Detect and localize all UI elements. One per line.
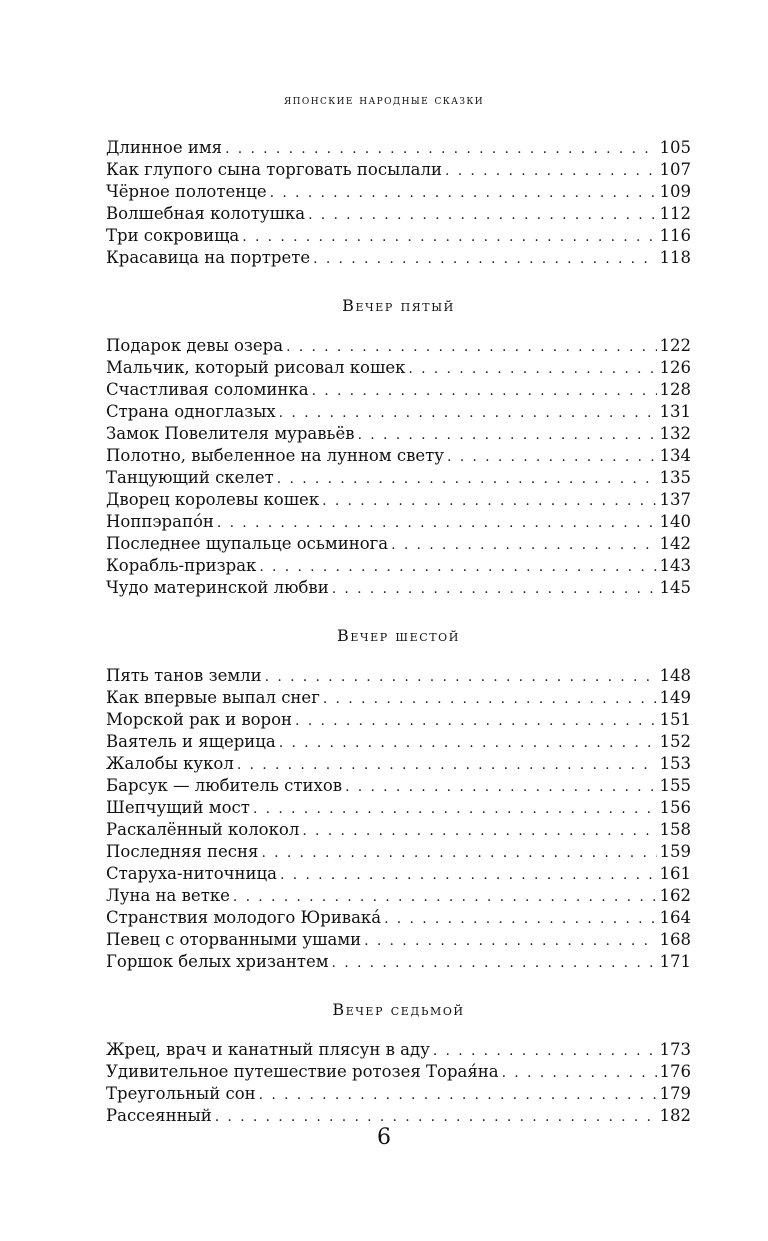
entry-title: Певец с оторванными ушами <box>106 930 362 949</box>
entry-title: Счастливая соломинка <box>106 380 309 399</box>
entry-page-number: 143 <box>659 556 691 575</box>
entry-page-number: 137 <box>659 490 691 509</box>
entry-title: Старуха-ниточница <box>106 864 277 883</box>
entry-page-number: 161 <box>659 864 691 883</box>
dot-leader <box>295 710 656 732</box>
dot-leader <box>312 380 657 402</box>
entry-title: Последняя песня <box>106 842 259 861</box>
toc-section <box>106 295 691 599</box>
entry-title: Замок Повелителя муравьёв <box>106 424 355 443</box>
toc-entry <box>106 445 691 467</box>
toc-entry <box>106 709 691 731</box>
entry-title: Удивительное путешествие ротозея Торая́на <box>106 1062 499 1081</box>
toc-section <box>106 137 691 269</box>
entry-title: Рассеянный <box>106 1106 212 1125</box>
entry-page-number: 135 <box>659 468 691 487</box>
entry-page-number: 176 <box>659 1062 691 1081</box>
entry-page-number: 128 <box>659 380 691 399</box>
entry-title: Раскалённый колокол <box>106 820 300 839</box>
entry-title: Жрец, врач и канатный плясун в аду <box>106 1040 430 1059</box>
entry-title: Полотно, выбеленное на лунном свету <box>106 446 445 465</box>
entry-title: Пять танов земли <box>106 666 262 685</box>
toc-entry <box>106 203 691 225</box>
dot-leader <box>259 1084 657 1106</box>
dot-leader <box>433 1040 657 1062</box>
toc-entry <box>106 797 691 819</box>
entry-page-number: 171 <box>659 952 691 971</box>
toc-entry <box>106 753 691 775</box>
toc-section <box>106 999 691 1127</box>
section-title: Вечер пятый <box>342 296 455 315</box>
section-title: Вечер седьмой <box>332 1000 465 1019</box>
entry-title: Три сокровища <box>106 226 240 245</box>
entry-page-number: 164 <box>659 908 691 927</box>
entry-page-number: 168 <box>659 930 691 949</box>
entry-page-number: 142 <box>659 534 691 553</box>
dot-leader <box>332 952 657 974</box>
toc-entry <box>106 1083 691 1105</box>
dot-leader <box>364 930 656 952</box>
dot-leader <box>445 160 657 182</box>
dot-leader <box>313 248 656 270</box>
toc-entry <box>106 533 691 555</box>
dot-leader <box>259 556 656 578</box>
entry-title: Дворец королевы кошек <box>106 490 320 509</box>
dot-leader <box>279 732 657 754</box>
toc-entry <box>106 1105 691 1127</box>
entry-page-number: 173 <box>659 1040 691 1059</box>
toc-entry <box>106 467 691 489</box>
entry-title: Подарок девы озера <box>106 336 284 355</box>
dot-leader <box>225 138 656 160</box>
toc-entry <box>106 1061 691 1083</box>
toc-entry <box>106 885 691 907</box>
entry-page-number: 118 <box>659 248 691 267</box>
toc-entry <box>106 841 691 863</box>
page-number: 6 <box>377 1125 391 1150</box>
table-of-contents <box>106 137 691 1127</box>
toc-entry <box>106 577 691 599</box>
entry-title: Чудо материнской любви <box>106 578 329 597</box>
toc-entry <box>106 137 691 159</box>
dot-leader <box>323 688 657 710</box>
dot-leader <box>308 204 656 226</box>
dot-leader <box>237 754 657 776</box>
entry-title: Луна на ветке <box>106 886 230 905</box>
entry-page-number: 153 <box>659 754 691 773</box>
toc-entry <box>106 247 691 269</box>
toc-entry <box>106 401 691 423</box>
toc-entry <box>106 687 691 709</box>
entry-title: Морской рак и ворон <box>106 710 293 729</box>
dot-leader <box>242 226 656 248</box>
toc-entry <box>106 511 691 533</box>
toc-entry <box>106 335 691 357</box>
dot-leader <box>322 490 656 512</box>
entry-page-number: 109 <box>659 182 691 201</box>
dot-leader <box>265 666 657 688</box>
toc-entry <box>106 159 691 181</box>
toc-entry <box>106 951 691 973</box>
toc-entry <box>106 423 691 445</box>
entry-page-number: 105 <box>659 138 691 157</box>
entry-page-number: 149 <box>659 688 691 707</box>
toc-entry <box>106 907 691 929</box>
section-title: Вечер шестой <box>337 626 460 645</box>
entry-title: Как впервые выпал снег <box>106 688 320 707</box>
entry-page-number: 151 <box>659 710 691 729</box>
dot-leader <box>277 468 657 490</box>
entry-title: Шепчущий мост <box>106 798 250 817</box>
dot-leader <box>502 1062 657 1084</box>
dot-leader <box>233 886 657 908</box>
entry-page-number: 107 <box>659 160 691 179</box>
entry-title: Страна одноглазых <box>106 402 276 421</box>
entry-title: Чёрное полотенце <box>106 182 267 201</box>
toc-entry <box>106 357 691 379</box>
toc-entry <box>106 819 691 841</box>
entry-page-number: 122 <box>659 336 691 355</box>
toc-entry <box>106 489 691 511</box>
entry-page-number: 116 <box>659 226 691 245</box>
entry-page-number: 126 <box>659 358 691 377</box>
toc-entry <box>106 929 691 951</box>
entry-title: Последнее щупальце осьминога <box>106 534 389 553</box>
entry-title: Танцующий скелет <box>106 468 274 487</box>
entry-title: Жалобы кукол <box>106 754 234 773</box>
toc-entry <box>106 775 691 797</box>
dot-leader <box>358 424 657 446</box>
toc-entry <box>106 379 691 401</box>
dot-leader <box>217 512 657 534</box>
entry-title: Ноппэрапóн <box>106 512 214 531</box>
toc-entry <box>106 181 691 203</box>
entry-page-number: 131 <box>659 402 691 421</box>
entry-title: Горшок белых хризантем <box>106 952 329 971</box>
entry-title: Длинное имя <box>106 138 223 157</box>
entry-page-number: 134 <box>659 446 691 465</box>
toc-entry <box>106 665 691 687</box>
dot-leader <box>384 908 656 930</box>
entry-page-number: 155 <box>659 776 691 795</box>
dot-leader <box>447 446 656 468</box>
toc-entry <box>106 555 691 577</box>
dot-leader <box>302 820 656 842</box>
toc-entry <box>106 225 691 247</box>
entry-page-number: 145 <box>659 578 691 597</box>
entry-title: Ваятель и ящерица <box>106 732 276 751</box>
entry-title: Треугольный сон <box>106 1084 256 1103</box>
dot-leader <box>270 182 657 204</box>
dot-leader <box>261 842 656 864</box>
entry-title: Красавица на портрете <box>106 248 311 267</box>
running-head: японские народные сказки <box>284 92 484 107</box>
entry-page-number: 152 <box>659 732 691 751</box>
dot-leader <box>345 776 656 798</box>
toc-entry <box>106 731 691 753</box>
entry-page-number: 162 <box>659 886 691 905</box>
entry-page-number: 156 <box>659 798 691 817</box>
entry-page-number: 112 <box>659 204 691 223</box>
entry-page-number: 158 <box>659 820 691 839</box>
entry-page-number: 159 <box>659 842 691 861</box>
dot-leader <box>391 534 656 556</box>
entry-title: Барсук — любитель стихов <box>106 776 343 795</box>
entry-page-number: 179 <box>659 1084 691 1103</box>
entry-page-number: 182 <box>659 1106 691 1125</box>
dot-leader <box>408 358 656 380</box>
entry-title: Мальчик, который рисовал кошек <box>106 358 406 377</box>
entry-title: Как глупого сына торговать посылали <box>106 160 442 179</box>
entry-title: Волшебная колотушка <box>106 204 306 223</box>
entry-page-number: 140 <box>659 512 691 531</box>
entry-page-number: 132 <box>659 424 691 443</box>
toc-section <box>106 625 691 973</box>
dot-leader <box>280 864 657 886</box>
entry-title: Странствия молодого Юривакá <box>106 908 382 927</box>
toc-entry <box>106 863 691 885</box>
dot-leader <box>279 402 657 424</box>
dot-leader <box>286 336 656 358</box>
toc-entry <box>106 1039 691 1061</box>
entry-title: Корабль-призрак <box>106 556 257 575</box>
entry-page-number: 148 <box>659 666 691 685</box>
dot-leader <box>253 798 657 820</box>
dot-leader <box>332 578 657 600</box>
